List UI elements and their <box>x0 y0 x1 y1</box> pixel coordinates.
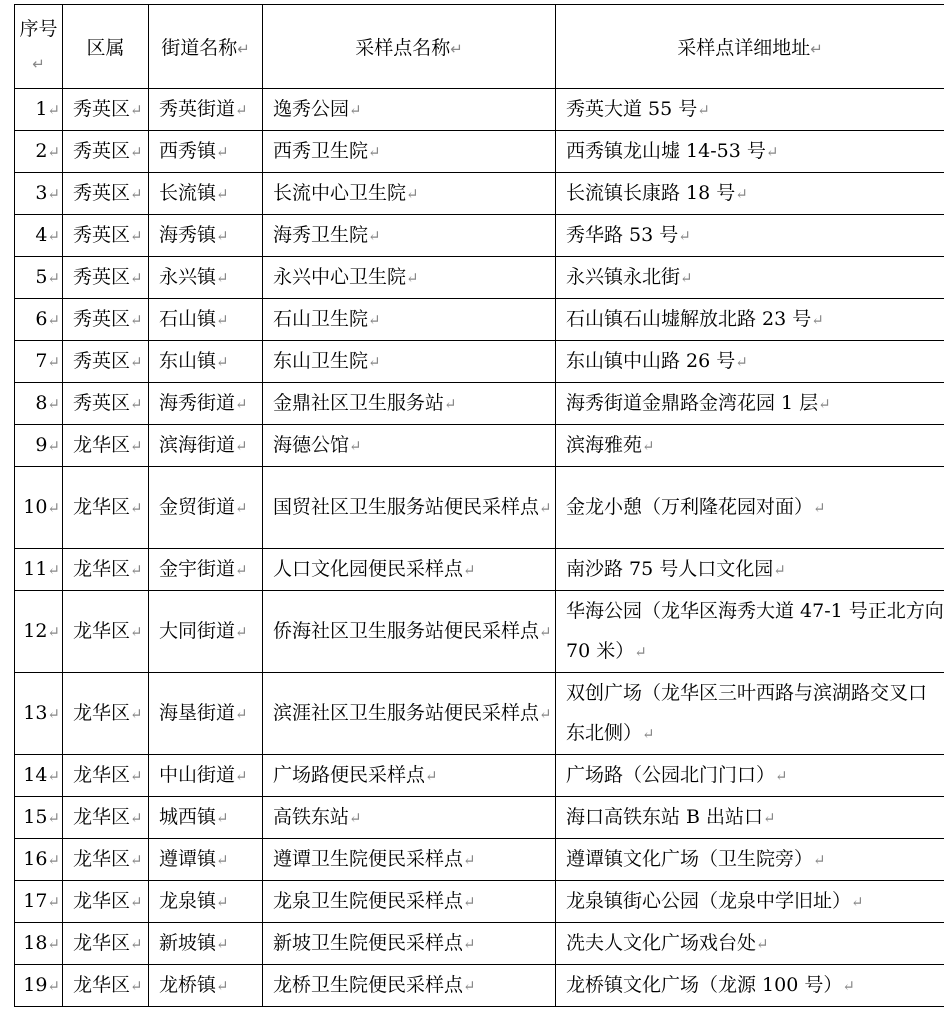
cell-no: 13↵ <box>15 673 63 755</box>
cell-no: 17↵ <box>15 881 63 923</box>
table-row <box>15 215 944 257</box>
paragraph-mark-icon: ↵ <box>47 353 60 371</box>
paragraph-mark-icon: ↵ <box>216 311 229 329</box>
paragraph-mark-icon: ↵ <box>216 809 229 827</box>
paragraph-mark-icon: ↵ <box>130 437 143 455</box>
cell-district: 秀英区↵ <box>63 89 149 131</box>
paragraph-mark-icon: ↵ <box>756 935 769 953</box>
paragraph-mark-icon: ↵ <box>697 101 710 119</box>
paragraph-mark-icon: ↵ <box>368 311 381 329</box>
cell-site: 人口文化园便民采样点↵ <box>263 549 556 591</box>
paragraph-mark-icon: ↵ <box>47 705 60 723</box>
paragraph-mark-icon: ↵ <box>368 353 381 371</box>
paragraph-mark-icon: ↵ <box>235 437 248 455</box>
paragraph-mark-icon: ↵ <box>130 705 143 723</box>
paragraph-mark-icon: ↵ <box>851 893 864 911</box>
paragraph-mark-icon: ↵ <box>130 561 143 579</box>
paragraph-mark-icon: ↵ <box>47 809 60 827</box>
cell-street: 新坡镇↵ <box>149 923 263 965</box>
cell-street: 西秀镇↵ <box>149 131 263 173</box>
table-row <box>15 173 944 215</box>
paragraph-mark-icon: ↵ <box>763 809 776 827</box>
cell-address: 龙桥镇文化广场（龙源 100 号）↵ <box>556 965 944 1007</box>
cell-site: 侨海社区卫生服务站便民采样点↵ <box>263 591 556 673</box>
cell-site: 龙桥卫生院便民采样点↵ <box>263 965 556 1007</box>
paragraph-mark-icon: ↵ <box>47 185 60 203</box>
paragraph-mark-icon: ↵ <box>539 705 552 723</box>
paragraph-mark-icon: ↵ <box>216 893 229 911</box>
paragraph-mark-icon: ↵ <box>678 227 691 245</box>
paragraph-mark-icon: ↵ <box>463 851 476 869</box>
cell-no: 6↵ <box>15 299 63 341</box>
cell-site: 广场路便民采样点↵ <box>263 755 556 797</box>
paragraph-mark-icon: ↵ <box>463 893 476 911</box>
cell-no: 1↵ <box>15 89 63 131</box>
cell-street: 遵谭镇↵ <box>149 839 263 881</box>
cell-district: 秀英区↵ <box>63 299 149 341</box>
paragraph-mark-icon: ↵ <box>216 227 229 245</box>
paragraph-mark-icon: ↵ <box>642 725 655 743</box>
cell-no: 10↵ <box>15 467 63 549</box>
table-row <box>15 341 944 383</box>
cell-address: 双创广场（龙华区三叶西路与滨湖路交叉口东北侧）↵ <box>556 673 944 755</box>
table-row <box>15 257 944 299</box>
cell-no: 2↵ <box>15 131 63 173</box>
cell-site: 长流中心卫生院↵ <box>263 173 556 215</box>
cell-address: 秀华路 53 号↵ <box>556 215 944 257</box>
table-row <box>15 591 944 673</box>
paragraph-mark-icon: ↵ <box>349 809 362 827</box>
paragraph-mark-icon: ↵ <box>775 767 788 785</box>
paragraph-mark-icon: ↵ <box>216 353 229 371</box>
cell-district: 龙华区↵ <box>63 797 149 839</box>
table-row <box>15 383 944 425</box>
paragraph-mark-icon: ↵ <box>130 809 143 827</box>
paragraph-mark-icon: ↵ <box>813 851 826 869</box>
table-row <box>15 131 944 173</box>
paragraph-mark-icon: ↵ <box>735 353 748 371</box>
paragraph-mark-icon: ↵ <box>765 143 779 161</box>
paragraph-mark-icon: ↵ <box>130 185 143 203</box>
cell-no: 11↵ <box>15 549 63 591</box>
cell-no: 15↵ <box>15 797 63 839</box>
paragraph-mark-icon: ↵ <box>130 977 143 995</box>
cell-district: 龙华区↵ <box>63 965 149 1007</box>
cell-district: 秀英区↵ <box>63 173 149 215</box>
paragraph-mark-icon: ↵ <box>130 395 143 413</box>
paragraph-mark-icon: ↵ <box>811 311 824 329</box>
cell-no: 18↵ <box>15 923 63 965</box>
table-row <box>15 839 944 881</box>
cell-site: 永兴中心卫生院↵ <box>263 257 556 299</box>
cell-district: 龙华区↵ <box>63 881 149 923</box>
paragraph-mark-icon: ↵ <box>32 55 45 73</box>
paragraph-mark-icon: ↵ <box>47 623 60 641</box>
paragraph-mark-icon: ↵ <box>813 499 826 517</box>
cell-address: 秀英大道 55 号↵ <box>556 89 944 131</box>
paragraph-mark-icon: ↵ <box>130 353 143 371</box>
paragraph-mark-icon: ↵ <box>463 561 476 579</box>
cell-no: 14↵ <box>15 755 63 797</box>
cell-address: 金龙小憩（万利隆花园对面）↵ <box>556 467 944 549</box>
cell-street: 长流镇↵ <box>149 173 263 215</box>
cell-street: 秀英街道↵ <box>149 89 263 131</box>
table-row <box>15 89 944 131</box>
header-site: 采样点名称↵ <box>263 5 556 89</box>
cell-address: 南沙路 75 号人口文化园↵ <box>556 549 944 591</box>
cell-district: 龙华区↵ <box>63 591 149 673</box>
paragraph-mark-icon: ↵ <box>130 935 143 953</box>
cell-address: 遵谭镇文化广场（卫生院旁）↵ <box>556 839 944 881</box>
table-row <box>15 965 944 1007</box>
paragraph-mark-icon: ↵ <box>130 767 143 785</box>
paragraph-mark-icon: ↵ <box>425 767 438 785</box>
paragraph-mark-icon: ↵ <box>368 143 381 161</box>
paragraph-mark-icon: ↵ <box>130 851 143 869</box>
cell-no: 8↵ <box>15 383 63 425</box>
cell-no: 9↵ <box>15 425 63 467</box>
paragraph-mark-icon: ↵ <box>130 499 143 517</box>
cell-address: 西秀镇龙山墟 14-53 号↵ <box>556 131 944 173</box>
cell-district: 龙华区↵ <box>63 673 149 755</box>
cell-street: 大同街道↵ <box>149 591 263 673</box>
paragraph-mark-icon: ↵ <box>47 269 60 287</box>
cell-address: 华海公园（龙华区海秀大道 47-1 号正北方向 70 米）↵ <box>556 591 944 673</box>
cell-address: 长流镇长康路 18 号↵ <box>556 173 944 215</box>
cell-district: 秀英区↵ <box>63 383 149 425</box>
cell-district: 秀英区↵ <box>63 215 149 257</box>
cell-site: 逸秀公园↵ <box>263 89 556 131</box>
paragraph-mark-icon: ↵ <box>216 851 229 869</box>
paragraph-mark-icon: ↵ <box>130 269 143 287</box>
cell-street: 东山镇↵ <box>149 341 263 383</box>
paragraph-mark-icon: ↵ <box>735 185 748 203</box>
cell-district: 龙华区↵ <box>63 839 149 881</box>
paragraph-mark-icon: ↵ <box>47 767 60 785</box>
paragraph-mark-icon: ↵ <box>235 101 248 119</box>
sampling-sites-table <box>14 4 944 1007</box>
paragraph-mark-icon: ↵ <box>130 227 143 245</box>
cell-no: 3↵ <box>15 173 63 215</box>
paragraph-mark-icon: ↵ <box>47 935 60 953</box>
paragraph-mark-icon: ↵ <box>810 40 823 58</box>
paragraph-mark-icon: ↵ <box>47 101 60 119</box>
paragraph-mark-icon: ↵ <box>47 227 60 245</box>
table-row <box>15 425 944 467</box>
paragraph-mark-icon: ↵ <box>368 227 381 245</box>
paragraph-mark-icon: ↵ <box>235 561 248 579</box>
paragraph-mark-icon: ↵ <box>216 185 229 203</box>
cell-address: 海秀街道金鼎路金湾花园 1 层↵ <box>556 383 944 425</box>
cell-street: 石山镇↵ <box>149 299 263 341</box>
paragraph-mark-icon: ↵ <box>216 977 229 995</box>
cell-address: 东山镇中山路 26 号↵ <box>556 341 944 383</box>
paragraph-mark-icon: ↵ <box>130 623 143 641</box>
cell-district: 龙华区↵ <box>63 425 149 467</box>
header-row <box>15 5 944 89</box>
header-address: 采样点详细地址↵ <box>556 5 944 89</box>
paragraph-mark-icon: ↵ <box>47 499 60 517</box>
cell-no: 5↵ <box>15 257 63 299</box>
cell-address: 永兴镇永北街↵ <box>556 257 944 299</box>
paragraph-mark-icon: ↵ <box>130 311 143 329</box>
paragraph-mark-icon: ↵ <box>216 935 229 953</box>
table-row <box>15 881 944 923</box>
cell-site: 遵谭卫生院便民采样点↵ <box>263 839 556 881</box>
paragraph-mark-icon: ↵ <box>406 269 419 287</box>
paragraph-mark-icon: ↵ <box>463 935 476 953</box>
cell-street: 永兴镇↵ <box>149 257 263 299</box>
cell-site: 海秀卫生院↵ <box>263 215 556 257</box>
cell-district: 秀英区↵ <box>63 257 149 299</box>
paragraph-mark-icon: ↵ <box>349 101 362 119</box>
cell-site: 龙泉卫生院便民采样点↵ <box>263 881 556 923</box>
paragraph-mark-icon: ↵ <box>235 623 248 641</box>
cell-street: 金宇街道↵ <box>149 549 263 591</box>
table-row <box>15 673 944 755</box>
header-district: 区属 <box>63 5 149 89</box>
paragraph-mark-icon: ↵ <box>642 437 655 455</box>
cell-site: 国贸社区卫生服务站便民采样点↵ <box>263 467 556 549</box>
paragraph-mark-icon: ↵ <box>463 977 476 995</box>
paragraph-mark-icon: ↵ <box>47 851 60 869</box>
cell-district: 龙华区↵ <box>63 467 149 549</box>
cell-address: 龙泉镇街心公园（龙泉中学旧址）↵ <box>556 881 944 923</box>
cell-address: 广场路（公园北门门口）↵ <box>556 755 944 797</box>
paragraph-mark-icon: ↵ <box>406 185 419 203</box>
paragraph-mark-icon: ↵ <box>773 561 786 579</box>
paragraph-mark-icon: ↵ <box>216 269 229 287</box>
paragraph-mark-icon: ↵ <box>130 101 143 119</box>
paragraph-mark-icon: ↵ <box>235 499 248 517</box>
cell-street: 龙泉镇↵ <box>149 881 263 923</box>
cell-street: 海秀镇↵ <box>149 215 263 257</box>
cell-street: 中山街道↵ <box>149 755 263 797</box>
cell-site: 金鼎社区卫生服务站↵ <box>263 383 556 425</box>
cell-district: 秀英区↵ <box>63 131 149 173</box>
paragraph-mark-icon: ↵ <box>130 143 143 161</box>
paragraph-mark-icon: ↵ <box>47 395 60 413</box>
table-row <box>15 755 944 797</box>
cell-site: 东山卫生院↵ <box>263 341 556 383</box>
cell-street: 城西镇↵ <box>149 797 263 839</box>
cell-street: 海垦街道↵ <box>149 673 263 755</box>
cell-site: 西秀卫生院↵ <box>263 131 556 173</box>
header-no: 序号↵ <box>15 5 63 89</box>
paragraph-mark-icon: ↵ <box>818 395 831 413</box>
paragraph-mark-icon: ↵ <box>47 437 60 455</box>
cell-district: 龙华区↵ <box>63 549 149 591</box>
cell-street: 海秀街道↵ <box>149 383 263 425</box>
paragraph-mark-icon: ↵ <box>349 437 362 455</box>
cell-street: 金贸街道↵ <box>149 467 263 549</box>
paragraph-mark-icon: ↵ <box>680 269 693 287</box>
cell-no: 4↵ <box>15 215 63 257</box>
paragraph-mark-icon: ↵ <box>634 643 647 661</box>
table-row <box>15 299 944 341</box>
table-row <box>15 923 944 965</box>
paragraph-mark-icon: ↵ <box>216 143 229 161</box>
table-row <box>15 467 944 549</box>
cell-site: 新坡卫生院便民采样点↵ <box>263 923 556 965</box>
table-row <box>15 549 944 591</box>
paragraph-mark-icon: ↵ <box>842 977 855 995</box>
cell-street: 滨海街道↵ <box>149 425 263 467</box>
cell-site: 滨涯社区卫生服务站便民采样点↵ <box>263 673 556 755</box>
paragraph-mark-icon: ↵ <box>237 40 250 58</box>
paragraph-mark-icon: ↵ <box>444 395 457 413</box>
table-body <box>15 89 944 1007</box>
cell-district: 龙华区↵ <box>63 755 149 797</box>
cell-no: 19↵ <box>15 965 63 1007</box>
paragraph-mark-icon: ↵ <box>47 311 60 329</box>
cell-no: 7↵ <box>15 341 63 383</box>
header-street: 街道名称↵ <box>149 5 263 89</box>
cell-site: 海德公馆↵ <box>263 425 556 467</box>
cell-no: 12↵ <box>15 591 63 673</box>
cell-address: 冼夫人文化广场戏台处↵ <box>556 923 944 965</box>
cell-address: 石山镇石山墟解放北路 23 号↵ <box>556 299 944 341</box>
cell-street: 龙桥镇↵ <box>149 965 263 1007</box>
paragraph-mark-icon: ↵ <box>235 767 248 785</box>
paragraph-mark-icon: ↵ <box>47 977 60 995</box>
cell-district: 秀英区↵ <box>63 341 149 383</box>
paragraph-mark-icon: ↵ <box>450 40 463 58</box>
paragraph-mark-icon: ↵ <box>539 623 552 641</box>
paragraph-mark-icon: ↵ <box>539 499 552 517</box>
paragraph-mark-icon: ↵ <box>130 893 143 911</box>
paragraph-mark-icon: ↵ <box>235 705 248 723</box>
cell-site: 石山卫生院↵ <box>263 299 556 341</box>
cell-address: 滨海雅苑↵ <box>556 425 944 467</box>
cell-site: 高铁东站↵ <box>263 797 556 839</box>
cell-address: 海口高铁东站 B 出站口↵ <box>556 797 944 839</box>
cell-district: 龙华区↵ <box>63 923 149 965</box>
paragraph-mark-icon: ↵ <box>47 893 60 911</box>
table-row <box>15 797 944 839</box>
paragraph-mark-icon: ↵ <box>47 561 60 579</box>
paragraph-mark-icon: ↵ <box>47 143 60 161</box>
paragraph-mark-icon: ↵ <box>235 395 248 413</box>
cell-no: 16↵ <box>15 839 63 881</box>
